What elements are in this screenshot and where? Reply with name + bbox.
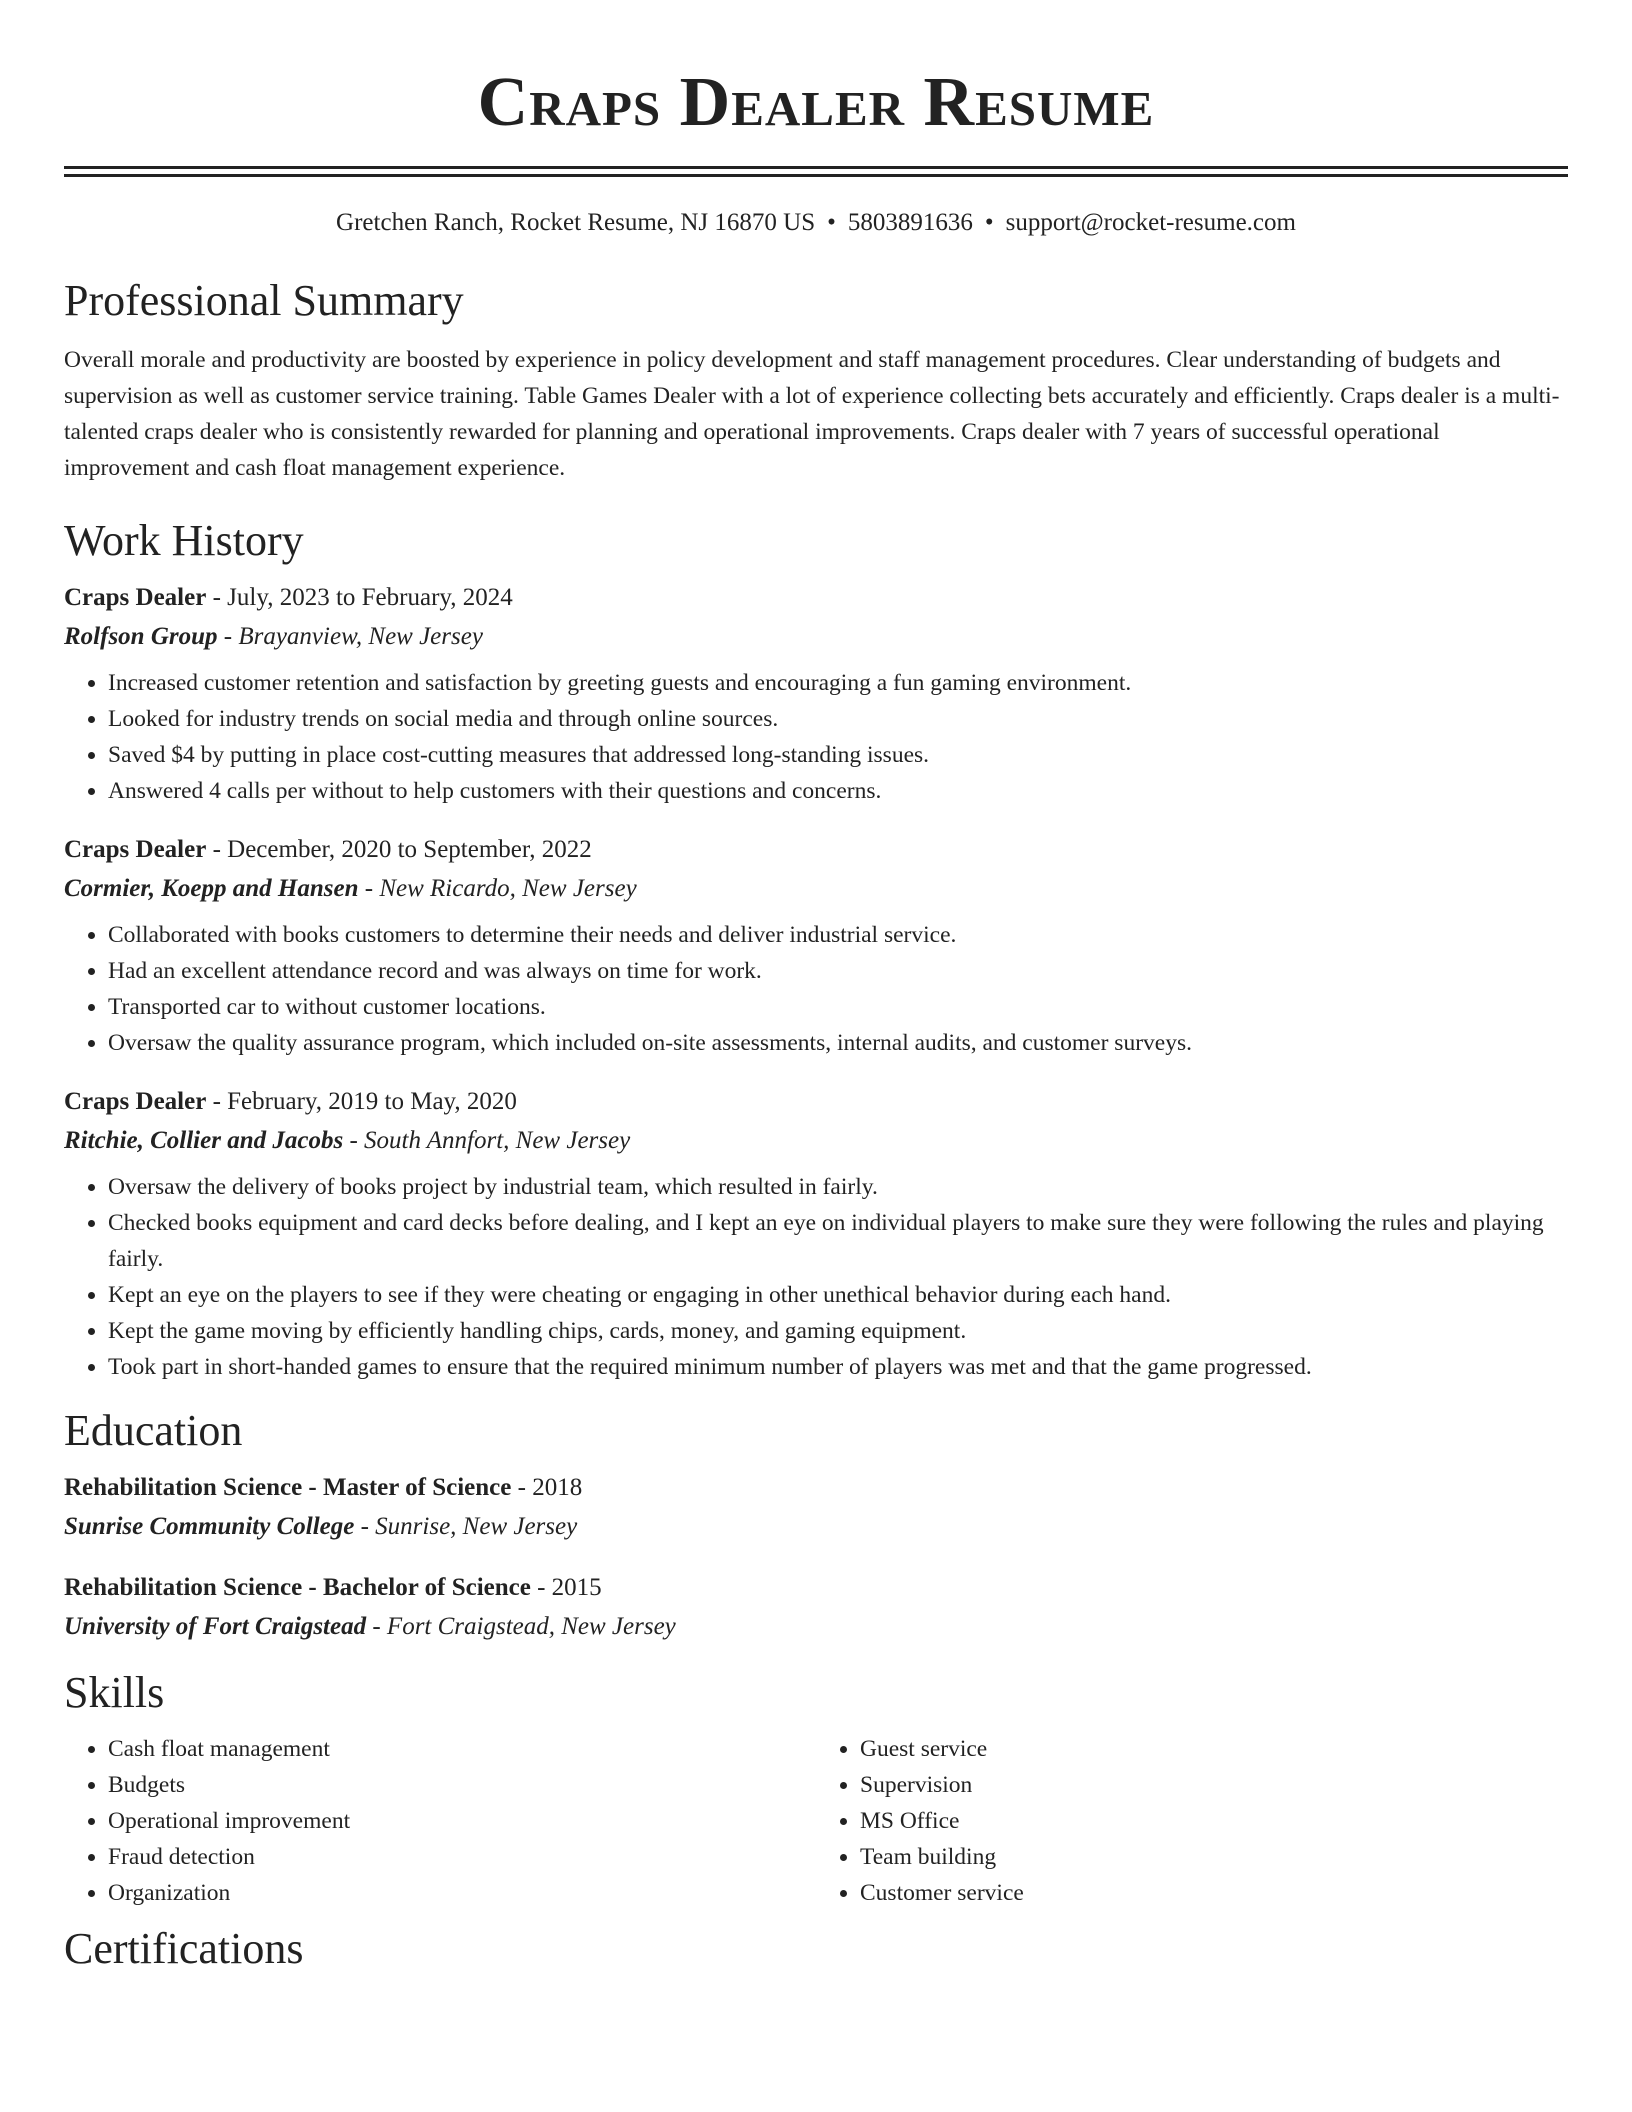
school-location: - Fort Craigstead, New Jersey bbox=[366, 1613, 676, 1640]
job-title-line bbox=[64, 831, 1568, 869]
job-entry bbox=[64, 831, 1568, 1061]
degree-year: - 2015 bbox=[530, 1574, 602, 1601]
summary-text: Overall morale and productivity are boosted by experience in policy development and staff management procedures. Clear understanding of budgets and supervision as well as customer service training. Table Games Dealer with a lot of experience collecting bets accurately and efficiently. Craps dealer is a multi-talented craps dealer who is consistently rewarded for planning and operational improvements. Craps dealer with 7 years of successful operational improvement and cash float management experience. bbox=[64, 347, 1560, 481]
job-location: - South Annfort, New Jersey bbox=[343, 1127, 631, 1154]
job-bullets bbox=[64, 917, 1568, 1061]
skill-item: • Supervision bbox=[860, 1767, 1568, 1803]
contact-separator: • bbox=[984, 209, 994, 236]
skills-heading: Skills bbox=[64, 1668, 165, 1717]
education-entry bbox=[64, 1569, 1568, 1647]
job-title: Craps Dealer bbox=[64, 836, 207, 863]
job-company-line bbox=[64, 617, 1568, 657]
contact-separator: • bbox=[827, 209, 836, 236]
skills-left-list bbox=[64, 1731, 816, 1911]
skill-item: • Customer service bbox=[860, 1875, 1568, 1911]
job-bullet: • Had an excellent attendance record and was always on time for work. bbox=[108, 953, 1568, 989]
job-title-line bbox=[64, 1083, 1568, 1121]
skills-right-list bbox=[816, 1731, 1568, 1911]
work-history-heading: Work History bbox=[64, 516, 304, 565]
school-location: - Sunrise, New Jersey bbox=[354, 1513, 578, 1540]
contact-phone: 5803891636 bbox=[847, 209, 973, 236]
job-location: - New Ricardo, New Jersey bbox=[358, 875, 637, 902]
job-bullets bbox=[64, 665, 1568, 809]
resume-content bbox=[64, 0, 1568, 1975]
job-company: Rolfson Group bbox=[64, 623, 218, 650]
certifications-heading: Certifications bbox=[64, 1924, 304, 1973]
job-bullet: • Took part in short-handed games to ensure that the required minimum number of players was met and that the game progressed. bbox=[108, 1349, 1568, 1385]
skills-columns bbox=[64, 1731, 1568, 1911]
job-dates: - December, 2020 to September, 2022 bbox=[206, 836, 592, 863]
job-entry bbox=[64, 579, 1568, 809]
contact-line bbox=[64, 208, 1568, 238]
job-bullet: • Looked for industry trends on social media and through online sources. bbox=[108, 701, 1568, 737]
school: Sunrise Community College bbox=[64, 1513, 355, 1540]
job-bullet: • Answered 4 calls per without to help customers with their questions and concerns. bbox=[108, 773, 1568, 809]
job-entry bbox=[64, 1083, 1568, 1385]
job-bullet: • Transported car to without customer locations. bbox=[108, 989, 1568, 1025]
job-bullets bbox=[64, 1169, 1568, 1385]
skill-item: • Budgets bbox=[108, 1767, 816, 1803]
job-location: - Brayanview, New Jersey bbox=[217, 623, 483, 650]
job-bullet: • Oversaw the delivery of books project by industrial team, which resulted in fairly. bbox=[108, 1169, 1568, 1205]
resume-title: Craps Dealer Resume bbox=[477, 64, 1155, 141]
degree-year: - 2018 bbox=[511, 1474, 583, 1501]
degree-line bbox=[64, 1569, 1568, 1607]
skill-item: • Cash float management bbox=[108, 1731, 816, 1767]
education-entry bbox=[64, 1469, 1568, 1547]
job-title-line bbox=[64, 579, 1568, 617]
degree: Rehabilitation Science - Master of Science bbox=[64, 1474, 512, 1501]
job-bullet: • Kept the game moving by efficiently handling chips, cards, money, and gaming equipment. bbox=[108, 1313, 1568, 1349]
contact-email: support@rocket-resume.com bbox=[1005, 209, 1296, 236]
job-bullet: • Increased customer retention and satisfaction by greeting guests and encouraging a fun gaming environment. bbox=[108, 665, 1568, 701]
education-heading: Education bbox=[64, 1406, 243, 1455]
job-dates: - July, 2023 to February, 2024 bbox=[206, 584, 513, 611]
job-bullet: • Collaborated with books customers to determine their needs and deliver industrial service. bbox=[108, 917, 1568, 953]
skill-item: • Fraud detection bbox=[108, 1839, 816, 1875]
job-bullet: • Saved $4 by putting in place cost-cutting measures that addressed long-standing issues. bbox=[108, 737, 1568, 773]
job-bullet: • Checked books equipment and card decks before dealing, and I kept an eye on individual players to make sure they were following the rules and playing fairly. bbox=[108, 1205, 1568, 1277]
job-company-line bbox=[64, 1121, 1568, 1161]
school: University of Fort Craigstead bbox=[64, 1613, 367, 1640]
skill-item: • Guest service bbox=[860, 1731, 1568, 1767]
skill-item: • MS Office bbox=[860, 1803, 1568, 1839]
job-title: Craps Dealer bbox=[64, 584, 207, 611]
job-bullet: • Kept an eye on the players to see if they were cheating or engaging in other unethical behavior during each hand. bbox=[108, 1277, 1568, 1313]
job-dates: - February, 2019 to May, 2020 bbox=[206, 1088, 517, 1115]
school-line bbox=[64, 1507, 1568, 1547]
skill-item: • Operational improvement bbox=[108, 1803, 816, 1839]
degree-line bbox=[64, 1469, 1568, 1507]
school-line bbox=[64, 1607, 1568, 1647]
skill-item: • Organization bbox=[108, 1875, 816, 1911]
skill-item: • Team building bbox=[860, 1839, 1568, 1875]
job-bullet: • Oversaw the quality assurance program, which included on-site assessments, internal audits, and customer surveys. bbox=[108, 1025, 1568, 1061]
job-company: Cormier, Koepp and Hansen bbox=[64, 875, 359, 902]
degree: Rehabilitation Science - Bachelor of Science bbox=[64, 1574, 531, 1601]
title-double-rule bbox=[64, 166, 1568, 177]
contact-address: Gretchen Ranch, Rocket Resume, NJ 16870 US bbox=[336, 209, 816, 236]
job-company-line bbox=[64, 869, 1568, 909]
summary-heading: Professional Summary bbox=[64, 276, 464, 325]
job-title: Craps Dealer bbox=[64, 1088, 207, 1115]
job-company: Ritchie, Collier and Jacobs bbox=[64, 1127, 344, 1154]
